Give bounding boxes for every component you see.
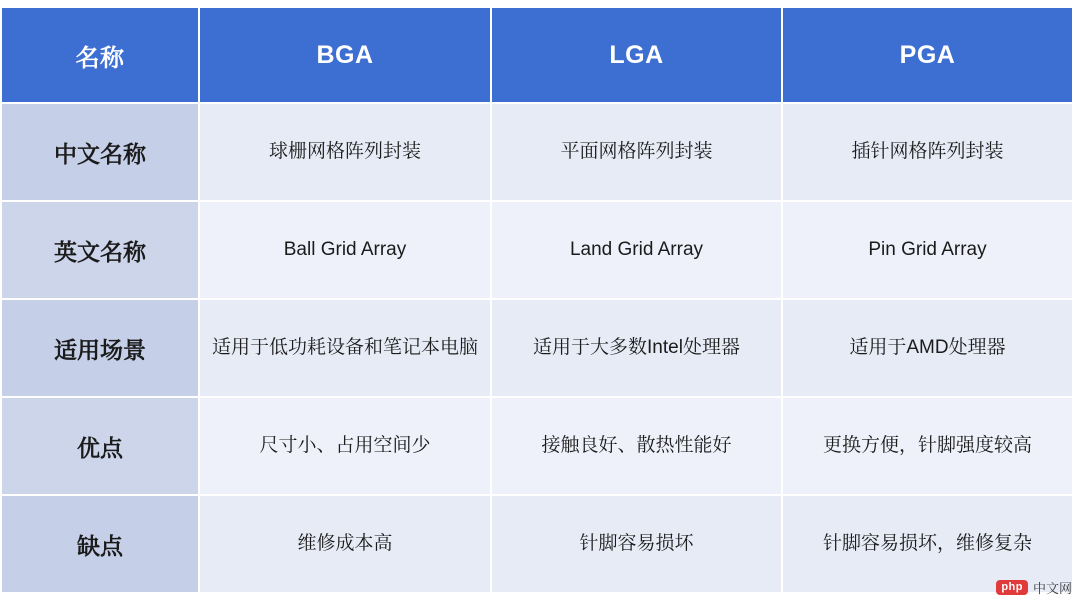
table-row [1,495,1073,593]
row-header-disadvantages: 缺点 [1,495,199,593]
cell-pga-english-name: Pin Grid Array [782,201,1073,299]
table-header [1,7,1073,103]
column-header-lga: LGA [491,7,782,103]
cell-bga-use-case: 适用于低功耗设备和笔记本电脑 [199,299,491,397]
cell-bga-english-name: Ball Grid Array [199,201,491,299]
cell-bga-disadvantages: 维修成本高 [199,495,491,593]
cell-lga-advantages: 接触良好、散热性能好 [491,397,782,495]
cell-pga-advantages: 更换方便，针脚强度较高 [782,397,1073,495]
cell-lga-disadvantages: 针脚容易损坏 [491,495,782,593]
cell-bga-chinese-name: 球栅网格阵列封装 [199,103,491,201]
cell-pga-chinese-name: 插针网格阵列封装 [782,103,1073,201]
cell-bga-advantages: 尺寸小、占用空间少 [199,397,491,495]
row-header-chinese-name: 中文名称 [1,103,199,201]
table-body [1,103,1073,593]
cell-lga-english-name: Land Grid Array [491,201,782,299]
comparison-table-container [0,6,1072,594]
table-row [1,201,1073,299]
row-header-english-name: 英文名称 [1,201,199,299]
table-row [1,299,1073,397]
cell-pga-use-case: 适用于AMD处理器 [782,299,1073,397]
header-row [1,7,1073,103]
row-header-use-case: 适用场景 [1,299,199,397]
table-row [1,397,1073,495]
cell-lga-chinese-name: 平面网格阵列封装 [491,103,782,201]
php-logo-icon: php [996,580,1028,595]
cell-pga-disadvantages: 针脚容易损坏，维修复杂 [782,495,1073,593]
column-header-pga: PGA [782,7,1073,103]
watermark-label: 中文网 [1032,581,1072,596]
column-header-name: 名称 [1,7,199,103]
watermark [996,578,1072,597]
table-row [1,103,1073,201]
column-header-bga: BGA [199,7,491,103]
row-header-advantages: 优点 [1,397,199,495]
cell-lga-use-case: 适用于大多数Intel处理器 [491,299,782,397]
package-comparison-table [0,6,1074,594]
